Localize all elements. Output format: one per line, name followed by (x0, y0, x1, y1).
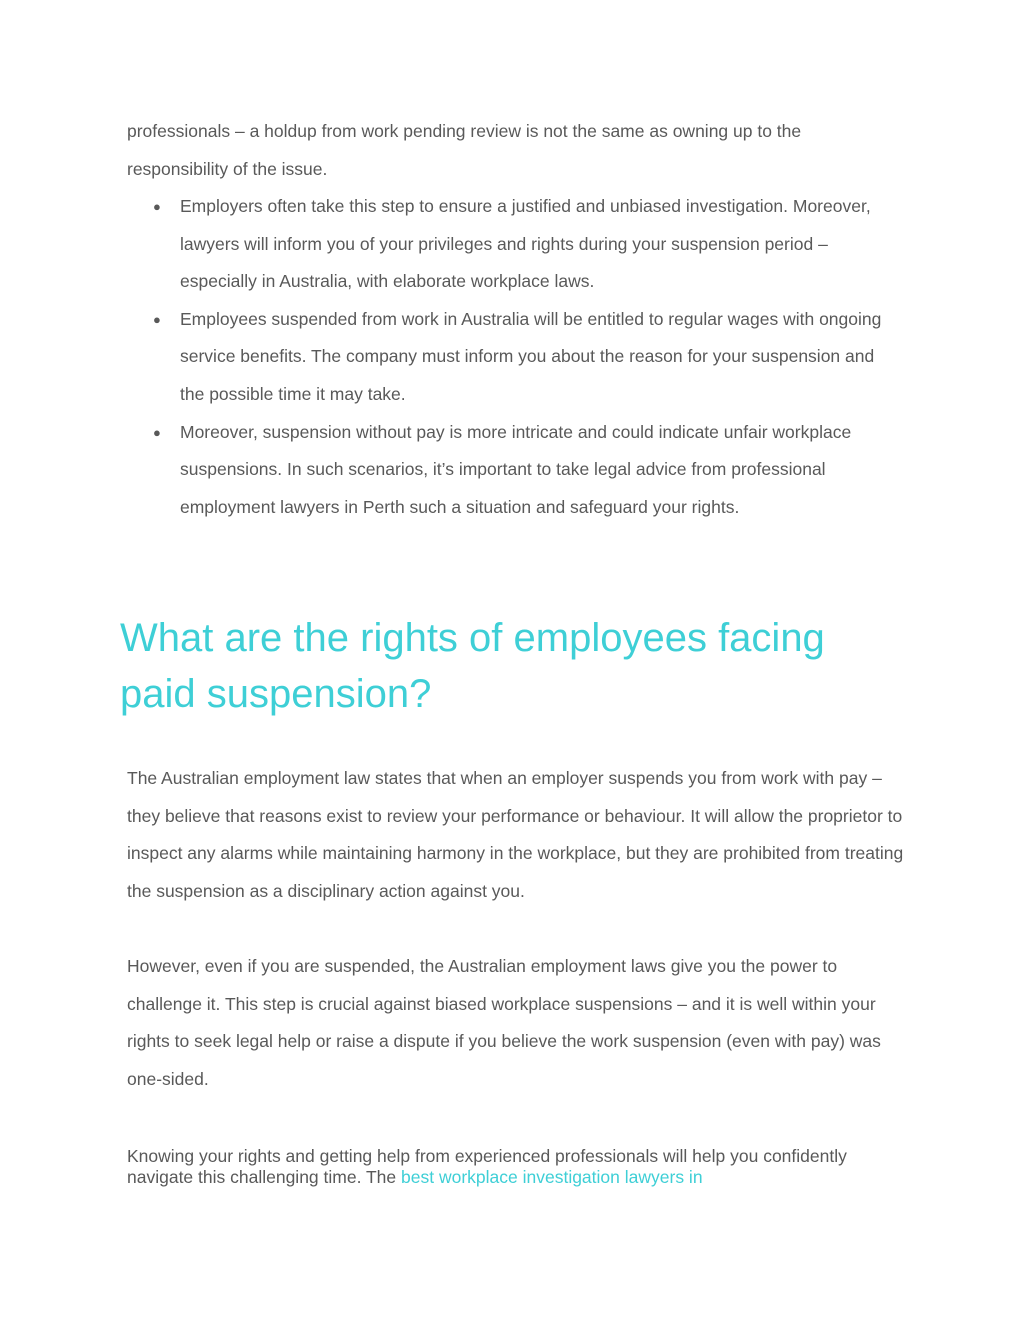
list-item (153, 414, 900, 527)
list-item (153, 188, 900, 301)
bullet-list (153, 188, 900, 526)
closing-text: Knowing your rights and getting help from experienced professionals will help you confidently navigate this challenging time. The (127, 1146, 847, 1187)
bullet-icon: ● (153, 311, 161, 327)
list-item (153, 301, 900, 414)
bullet-text: Employers often take this step to ensure a justified and unbiased investigation. Moreover, lawyers will inform you of your privileges and rights during your suspension period – especially in Australia, with elaborate workplace laws. (180, 196, 871, 292)
body-paragraph: The Australian employment law states that when an employer suspends you from work with pay – they believe that reasons exist to review your performance or behaviour. It will allow the proprietor to inspect any alarms while maintaining harmony in the workplace, but they are prohibited from treating the suspension as a disciplinary action against you. (127, 768, 904, 901)
bullet-icon: ● (153, 424, 161, 440)
bullet-text: Moreover, suspension without pay is more intricate and could indicate unfair workplace suspensions. In such scenarios, it’s important to take legal advice from professional employment lawyers in Perth such a situation and safeguard your rights. (180, 421, 852, 517)
lawyers-link[interactable]: best workplace investigation lawyers in (401, 1166, 703, 1187)
bullet-icon: ● (153, 199, 161, 214)
section-heading: What are the rights of employees facing paid suspension? (120, 616, 825, 716)
closing-paragraph (127, 1146, 907, 1187)
body-paragraph: However, even if you are suspended, the Australian employment laws give you the power to challenge it. This step is crucial against biased workplace suspensions – and it is well within your rights to seek legal help or raise a dispute if you believe the work suspension (even with pay) was one-sided. (127, 956, 881, 1089)
intro-paragraph: professionals – a holdup from work pending review is not the same as owning up to the responsibility of the issue. (127, 121, 802, 179)
bullet-text: Employees suspended from work in Australia will be entitled to regular wages with ongoing service benefits. The company must inform you about the reason for your suspension and the possible time it may take. (180, 308, 882, 404)
